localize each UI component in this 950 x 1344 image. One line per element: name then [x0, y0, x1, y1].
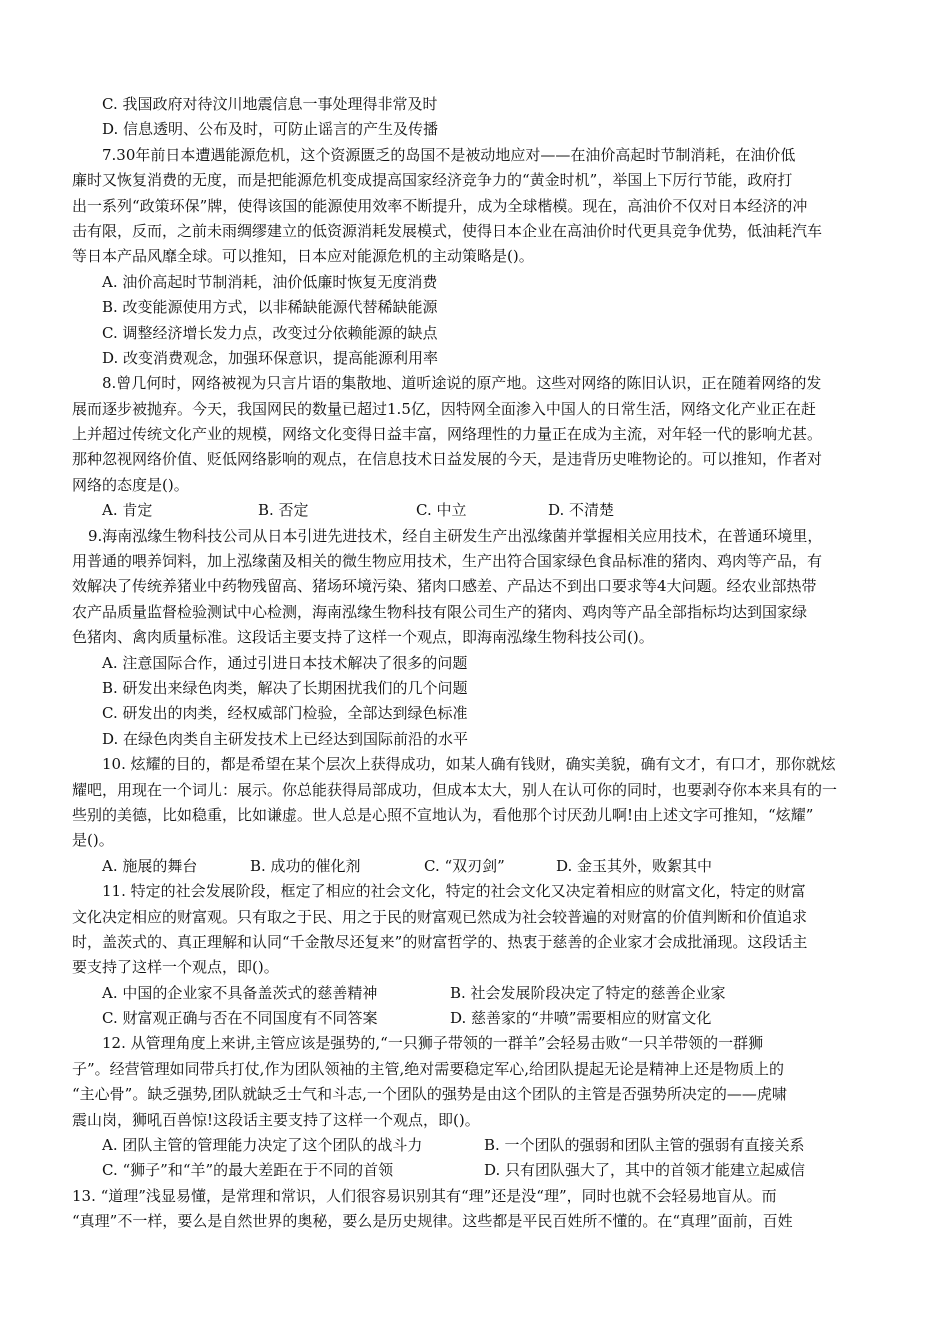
q9-option-d: D. 在绿色肉类自主研发技术上已经达到国际前沿的水平	[102, 729, 469, 748]
q8-option-c: C. 中立	[416, 501, 467, 520]
q12-option-a: A. 团队主管的管理能力决定了这个团队的战斗力	[102, 1136, 423, 1155]
q11-line-3: 时，盖茨式的、真正理解和认同“千金散尽还复来”的财富哲学的、热衷于慈善的企业家才会成批涌现。这段话主	[72, 932, 808, 951]
q8-line-5: 网络的态度是()。	[72, 475, 189, 494]
q7-option-d: D. 改变消费观念，加强环保意识，提高能源利用率	[102, 348, 439, 367]
q10-line-1: 10. 炫耀的目的，都是希望在某个层次上获得成功，如某人确有钱财，确实美貌，确有文才，有口才，那你就炫	[102, 755, 836, 774]
q9-line-5: 色猪肉、禽肉质量标准。这段话主要支持了这样一个观点，即海南泓缘生物科技公司()。	[72, 628, 654, 647]
q13-line-1: 13. “道理”浅显易懂，是常理和常识，人们很容易识别其有“理”还是没“理”，同时也就不会轻易地盲从。而	[72, 1186, 777, 1205]
q11-option-d: D. 慈善家的“井喷”需要相应的财富文化	[450, 1009, 712, 1028]
q11-options-row-1	[72, 981, 880, 1006]
q11-line-4: 要支持了这样一个观点，即()。	[72, 958, 279, 977]
q13-line-2: “真理”不一样，要么是自然世界的奥秘，要么是历史规律。这些都是平民百姓所不懂的。在“真理”面前，百姓	[72, 1212, 793, 1231]
q11-options-row-2	[72, 1006, 880, 1031]
q12-line-4: 震山岗，狮吼百兽惊!这段话主要支持了这样一个观点，即()。	[72, 1110, 480, 1129]
q8-line-2: 展而逐步被抛弃。今天，我国网民的数量已超过1.5亿，因特网全面渗入中国人的日常生活，网络文化产业正在赶	[72, 399, 816, 418]
q7-line-1: 7.30年前日本遭遇能源危机，这个资源匮乏的岛国不是被动地应对——在油价高起时节制消耗，在油价低	[102, 145, 796, 164]
q10-line-2: 耀吧，用现在一个词儿：展示。你总能获得局部成功，但成本太大，别人在认可你的同时，也要剥夺你本来具有的一	[72, 780, 838, 799]
q12-line-3: “主心骨”。缺乏强势,团队就缺乏士气和斗志,一个团队的强势是由这个团队的主管是否强势所决定的——虎啸	[72, 1085, 787, 1104]
q8-line-3: 上并超过传统文化产业的规模，网络文化变得日益丰富，网络理性的力量正在成为主流，对年轻一代的影响尤甚。	[72, 425, 823, 444]
q6-option-d: D. 信息透明、公布及时，可防止谣言的产生及传播	[102, 120, 439, 139]
q11-option-c: C. 财富观正确与否在不同国度有不同答案	[102, 1009, 378, 1028]
q11-line-2: 文化决定相应的财富观。只有取之于民、用之于民的财富观已然成为社会较普遍的对财富的价值判断和价值追求	[72, 907, 808, 926]
q9-line-2: 用普通的喂养饲料，加上泓缘菌及相关的微生物应用技术，生产出符合国家绿色食品标准的猪肉、鸡肉等产品，有	[72, 552, 823, 571]
q9-line-1: 9.海南泓缘生物科技公司从日本引进先进技术，经自主研发生产出泓缘菌并掌握相关应用技术，在普通环境里，	[88, 526, 823, 545]
q10-option-d: D. 金玉其外，败絮其中	[556, 856, 713, 875]
q10-line-4: 是()。	[72, 831, 114, 850]
q8-line-4: 那种忽视网络价值、贬低网络影响的观点，在信息技术日益发展的今天，是违背历史唯物论的。可以推知，作者对	[72, 450, 823, 469]
q9-option-c: C. 研发出的肉类，经权威部门检验，全部达到绿色标准	[102, 704, 468, 723]
q8-option-d: D. 不清楚	[548, 501, 615, 520]
q12-option-d: D. 只有团队强大了，其中的首领才能建立起威信	[484, 1161, 806, 1180]
q9-option-a: A. 注意国际合作，通过引进日本技术解决了很多的问题	[102, 653, 468, 672]
q12-option-b: B. 一个团队的强弱和团队主管的强弱有直接关系	[484, 1136, 805, 1155]
q8-line-1: 8.曾几何时，网络被视为只言片语的集散地、道听途说的原产地。这些对网络的陈旧认识，正在随着网络的发	[102, 374, 822, 393]
q7-option-a: A. 油价高起时节制消耗，油价低廉时恢复无度消费	[102, 272, 438, 291]
q11-option-a: A. 中国的企业家不具备盖茨式的慈善精神	[102, 983, 378, 1002]
q10-options-row	[72, 854, 880, 879]
q9-line-3: 效解决了传统养猪业中药物残留高、猪场环境污染、猪肉口感差、产品达不到出口要求等4大问题。经农业部热带	[72, 577, 817, 596]
q6-option-c: C. 我国政府对待汶川地震信息一事处理得非常及时	[102, 95, 438, 113]
q12-options-row-1	[72, 1133, 880, 1158]
q12-line-1: 12. 从管理角度上来讲,主管应该是强势的,“一只狮子带领的一群羊”会轻易击败“一只羊带领的一群狮	[102, 1034, 764, 1053]
q7-line-2: 廉时又恢复消费的无度，而是把能源危机变成提高国家经济竞争力的“黄金时机”，举国上下厉行节能，政府打	[72, 171, 793, 190]
q9-line-4: 农产品质量监督检验测试中心检测，海南泓缘生物科技有限公司生产的猪肉、鸡肉等产品全部指标均达到国家绿	[72, 602, 808, 621]
q12-options-row-2	[72, 1158, 880, 1183]
q10-option-c: C. “双刃剑”	[424, 856, 505, 875]
q9-option-b: B. 研发出来绿色肉类，解决了长期困扰我们的几个问题	[102, 678, 468, 697]
q7-line-3: 出一系列“政策环保”牌，使得该国的能源使用效率不断提升，成为全球楷模。现在，高油价不仅对日本经济的冲	[72, 196, 808, 215]
q8-options-row	[72, 498, 880, 523]
q11-option-b: B. 社会发展阶段决定了特定的慈善企业家	[450, 983, 726, 1002]
document-body	[72, 92, 880, 1235]
q12-line-2: 子”。经营管理如同带兵打仗,作为团队领袖的主管,绝对需要稳定军心,给团队提起无论是精神上还是物质上的	[72, 1059, 784, 1078]
q8-option-a: A. 肯定	[102, 501, 153, 520]
q11-line-1: 11. 特定的社会发展阶段，框定了相应的社会文化，特定的社会文化又决定着相应的财富文化，特定的财富	[102, 882, 806, 901]
q7-line-5: 等日本产品风靡全球。可以推知，日本应对能源危机的主动策略是()。	[72, 247, 534, 266]
q7-option-b: B. 改变能源使用方式，以非稀缺能源代替稀缺能源	[102, 298, 438, 317]
q7-line-4: 击有限，反而，之前未雨绸缪建立的低资源消耗发展模式，使得日本企业在高油价时代更具竞争优势，低油耗汽车	[72, 221, 823, 240]
q10-line-3: 些别的美德，比如稳重，比如谦虚。世人总是心照不宣地认为，看他那个讨厌劲儿啊!由上述文字可推知，“炫耀”	[72, 805, 814, 824]
q10-option-b: B. 成功的催化剂	[250, 856, 361, 875]
q7-option-c: C. 调整经济增长发力点，改变过分依赖能源的缺点	[102, 323, 438, 342]
q12-option-c: C. “狮子”和“羊”的最大差距在于不同的首领	[102, 1161, 394, 1180]
q10-option-a: A. 施展的舞台	[102, 856, 198, 875]
q8-option-b: B. 否定	[258, 501, 309, 520]
